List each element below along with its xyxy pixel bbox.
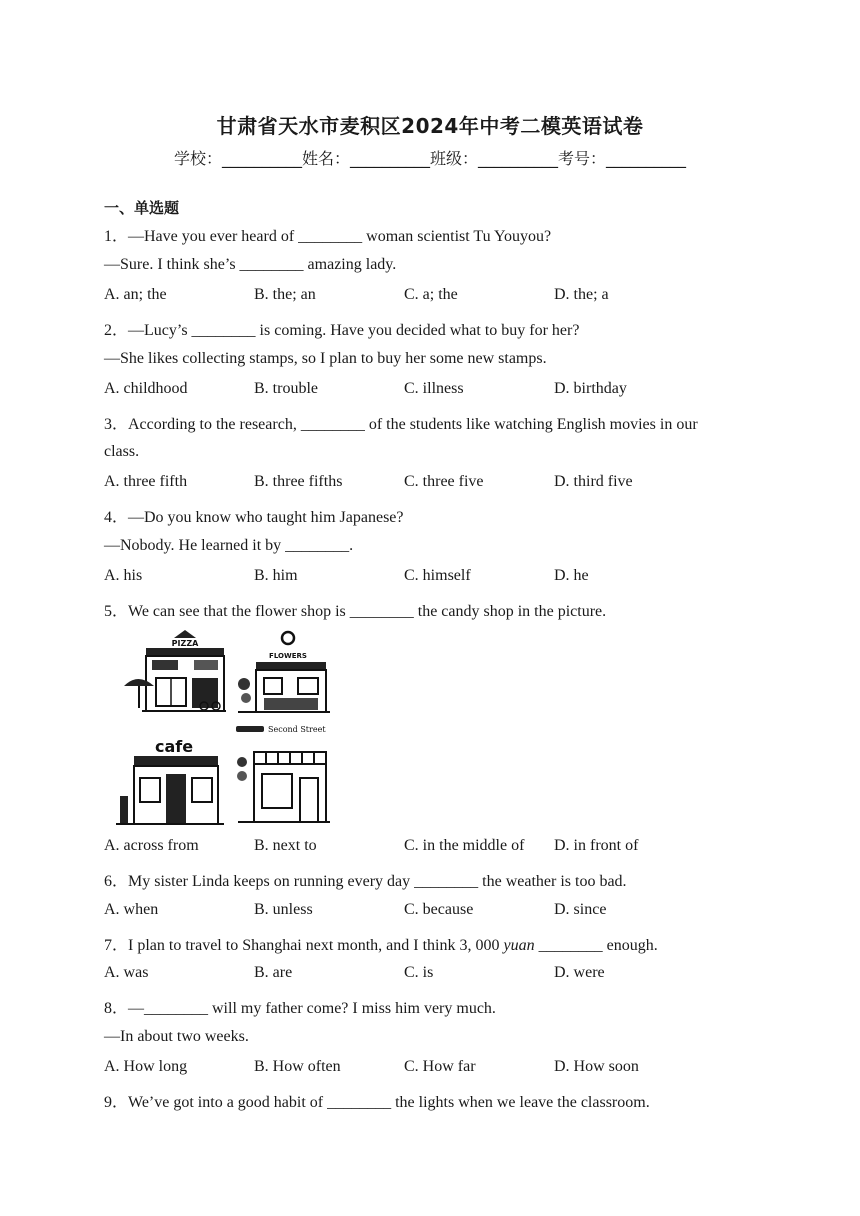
question-1-stem: 1．—Have you ever heard of ________ woman scientist Tu Youyou? [104, 228, 552, 245]
flower-shop [238, 632, 330, 712]
option-d[interactable]: D. were [554, 964, 605, 981]
pizza-shop [124, 630, 226, 711]
street-sign-label: Second Street [268, 725, 326, 734]
option-c[interactable]: C. three five [404, 473, 484, 490]
option-c[interactable]: C. is [404, 964, 434, 981]
option-b[interactable]: B. next to [254, 837, 317, 854]
option-b[interactable]: B. him [254, 567, 298, 584]
cafe-sign: cafe [154, 737, 194, 756]
option-b[interactable]: B. How often [254, 1058, 341, 1075]
section-heading: 一、单选题 [104, 199, 180, 217]
option-c[interactable]: C. because [404, 901, 474, 918]
option-b[interactable]: B. three fifths [254, 473, 343, 490]
option-d[interactable]: D. in front of [554, 837, 639, 854]
question-2-stem-line-2: —She likes collecting stamps, so I plan to buy her some new stamps. [104, 350, 547, 367]
option-c[interactable]: C. illness [404, 380, 464, 397]
question-7-text-after: ________ enough. [534, 937, 658, 954]
option-b[interactable]: B. are [254, 964, 293, 981]
option-b[interactable]: B. trouble [254, 380, 318, 397]
option-d[interactable]: D. he [554, 567, 589, 584]
street-sign [236, 725, 326, 734]
question-6-stem: 6．My sister Linda keeps on running every day ________ the weather is too bad. [104, 873, 627, 890]
option-a[interactable]: A. childhood [104, 380, 188, 397]
option-c[interactable]: C. How far [404, 1058, 476, 1075]
student-info-line: 学校：__________姓名：__________班级：__________考号：__________ [173, 149, 686, 168]
option-d[interactable]: D. the; a [554, 286, 609, 303]
option-d[interactable]: D. birthday [554, 380, 627, 397]
option-d[interactable]: D. since [554, 901, 607, 918]
option-a[interactable]: A. his [104, 567, 143, 584]
option-b[interactable]: B. unless [254, 901, 313, 918]
question-9-stem: 9．We’ve got into a good habit of ________ the lights when we leave the classroom. [104, 1094, 650, 1111]
option-c[interactable]: C. himself [404, 567, 471, 584]
option-a[interactable]: A. across from [104, 837, 199, 854]
option-d[interactable]: D. third five [554, 473, 633, 490]
question-8-stem-line-2: —In about two weeks. [104, 1028, 249, 1045]
question-5-stem: 5．We can see that the flower shop is ________ the candy shop in the picture. [104, 603, 607, 620]
option-c[interactable]: C. a; the [404, 286, 458, 303]
question-7-italic-word: yuan [503, 937, 535, 954]
option-a[interactable]: A. three fifth [104, 473, 188, 490]
question-4-stem-line-2: —Nobody. He learned it by ________. [104, 537, 354, 554]
flowers-sign: FLOWERS [269, 652, 307, 660]
question-8-stem: 8．—________ will my father come? I miss him very much. [104, 1000, 496, 1017]
question-3-stem: 3．According to the research, ________ of the students like watching English movies in our [104, 416, 698, 433]
option-d[interactable]: D. How soon [554, 1058, 639, 1075]
question-2-stem: 2．—Lucy’s ________ is coming. Have you decided what to buy for her? [104, 322, 580, 339]
question-3-stem-line-2: class. [104, 443, 140, 460]
page-title: 甘肃省天水市麦积区2024年中考二模英语试卷 [216, 114, 644, 138]
cafe-shop [116, 737, 224, 824]
question-7-text-before: 7．I plan to travel to Shanghai next month, and I think 3, 000 [104, 937, 504, 954]
option-a[interactable]: A. was [104, 964, 149, 981]
option-a[interactable]: A. How long [104, 1058, 188, 1075]
candy-shop [237, 752, 330, 822]
option-c[interactable]: C. in the middle of [404, 837, 525, 854]
question-7-stem [104, 932, 658, 955]
pizza-sign: PIZZA [171, 639, 199, 648]
option-a[interactable]: A. when [104, 901, 159, 918]
street-shops-illustration [116, 628, 332, 828]
question-1-stem-line-2: —Sure. I think she’s ________ amazing lady. [104, 256, 397, 273]
option-a[interactable]: A. an; the [104, 286, 167, 303]
option-b[interactable]: B. the; an [254, 286, 316, 303]
question-4-stem: 4．—Do you know who taught him Japanese? [104, 509, 404, 526]
